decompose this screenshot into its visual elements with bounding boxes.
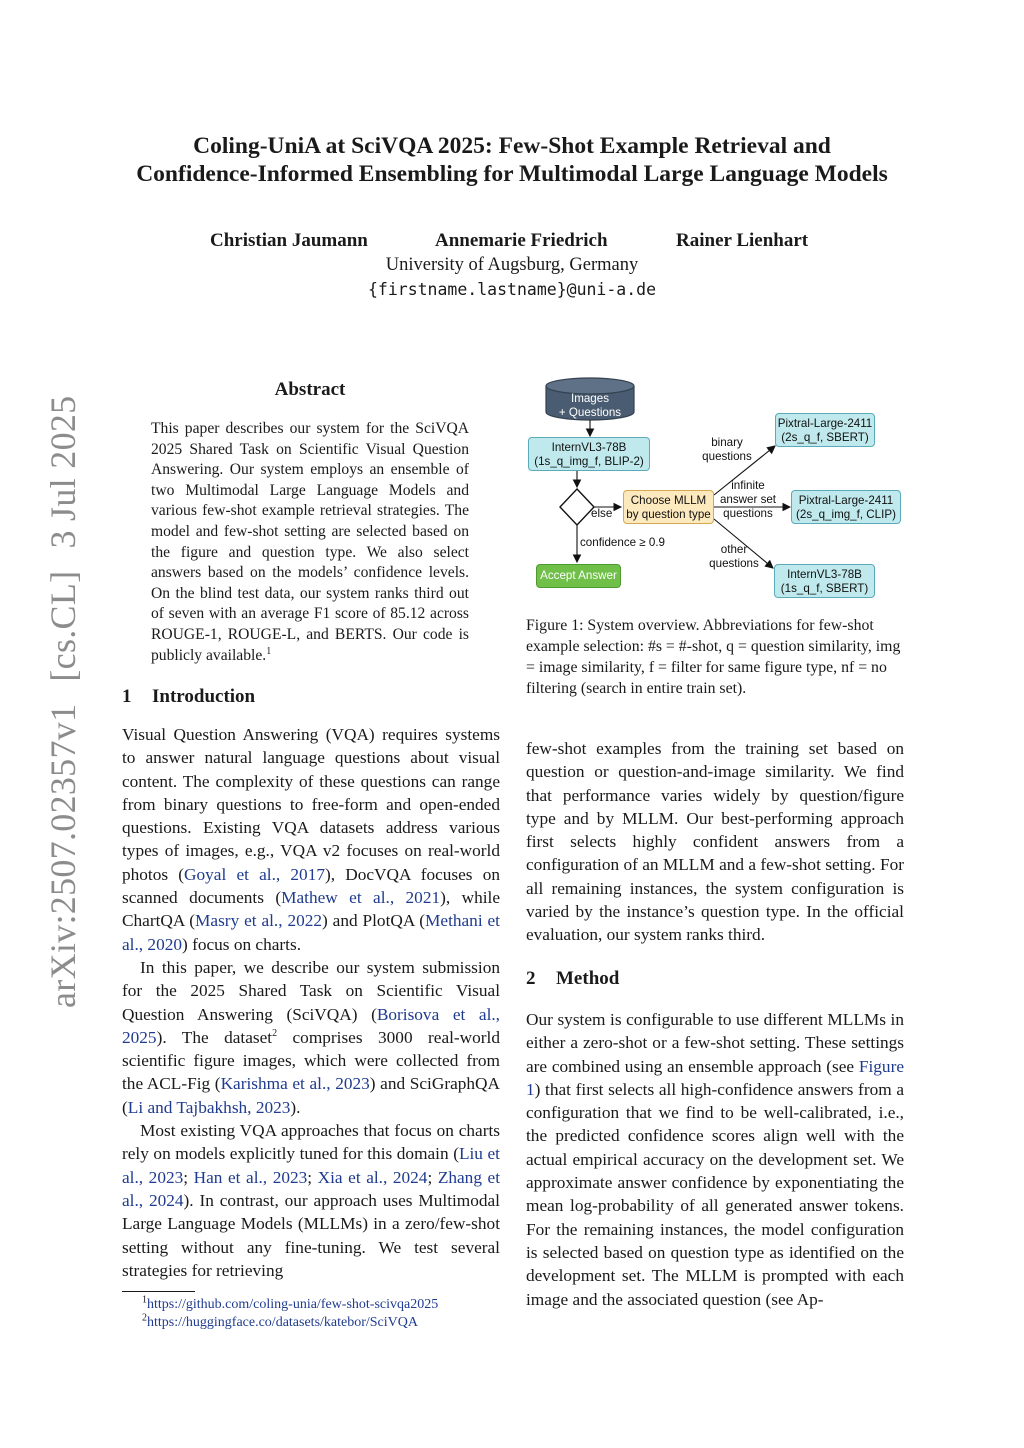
introduction-body (122, 723, 500, 1282)
pixtral-binary-model: Pixtral-Large-2411 (777, 417, 873, 430)
paragraph-text: ). The dataset (156, 1027, 273, 1047)
footnote-1-link[interactable]: https://github.com/coling-unia/few-shot-scivqa2025 (147, 1297, 439, 1312)
figure-1-caption-text: Figure 1: System overview. Abbreviations for few-shot example selection: #s = #-shot, q = question similarity, img = image similarity, f = filter for same figure type, nf = no filtering (search in entire train set). (526, 617, 901, 697)
internvl-top-setting: (1s_q_img_f, BLIP-2) (534, 455, 644, 468)
confidence-label: confidence ≥ 0.9 (580, 536, 666, 549)
footnote-1 (142, 1296, 438, 1314)
arxiv-id: arXiv:2507.02357v1 (43, 703, 83, 1008)
arxiv-watermark (42, 396, 84, 1008)
other-questions-label (707, 543, 761, 571)
intro-paragraph-3 (122, 1119, 500, 1282)
citation-link[interactable]: Figure 1 (526, 1056, 904, 1099)
paragraph-text: ) and SciGraphQA ( (122, 1074, 500, 1117)
pixtral-infinite-box (791, 490, 901, 524)
images-questions-label (546, 392, 634, 420)
paragraph-text: ). (290, 1097, 301, 1117)
citation-link[interactable]: Methani et al., 2020 (122, 911, 500, 954)
other-label: other (720, 543, 748, 556)
choose-mllm-box (623, 490, 714, 524)
accept-answer-box (536, 564, 621, 588)
footnote-2 (142, 1314, 418, 1332)
paragraph-text: ) and PlotQA ( (322, 911, 426, 931)
binary-questions-label (699, 436, 755, 464)
method-paragraph-1 (526, 1008, 904, 1311)
section-heading-introduction (122, 686, 255, 708)
abstract-text: This paper describes our system for the SciVQA 2025 Shared Task on Scientific Visual Question Answering. Our system employs an ensemble of two Multimodal Large Language Models and various few-shot example retrieval strategies. The model and few-shot setting are selected based on the figure and question type. We also select answers based on the models’ confidence levels. On the blind test data, our system ranks third out of seven with an average F1 score of 85.12 across ROUGE-1, ROUGE-L, and BERTS. Our code is publicly available. (151, 420, 469, 664)
method-section-title: Method (556, 968, 620, 989)
author-1: Christian Jaumann (210, 230, 368, 251)
citation-link[interactable]: Mathew et al., 2021 (281, 888, 441, 908)
intro-paragraph-2 (122, 956, 500, 1119)
footnote-mark: 1 (266, 645, 272, 657)
images-label: Images (570, 392, 610, 405)
footnote-1-mark: 1 (142, 1294, 147, 1306)
citation-link[interactable]: Xia et al., 2024 (317, 1167, 428, 1187)
infinite-questions-label: questions (723, 507, 773, 520)
choose-mllm-line-1: Choose MLLM (630, 494, 707, 507)
abstract-heading: Abstract (274, 379, 346, 400)
email: {firstname.lastname}@uni-a.de (367, 280, 657, 299)
pixtral-binary-setting: (2s_q_f, SBERT) (781, 431, 869, 444)
other-questions-text: questions (709, 557, 759, 570)
citation-link[interactable]: Goyal et al., 2017 (184, 864, 325, 884)
citation-link[interactable]: Karishma et al., 2023 (220, 1074, 370, 1094)
internvl-other-box (774, 564, 875, 598)
affiliation: University of Augsburg, Germany (385, 255, 639, 275)
paper-title-line-1: Coling-UniA at SciVQA 2025: Few-Shot Example Retrieval and (193, 133, 831, 159)
infinite-answer-label (718, 479, 778, 521)
method-body (526, 1008, 904, 1311)
footnote-2-mark: 2 (142, 1312, 147, 1324)
citation-link[interactable]: Masry et al., 2022 (195, 911, 323, 931)
arxiv-date: 3 Jul 2025 (43, 395, 83, 549)
decision-diamond (560, 489, 594, 525)
paper-title-line-2: Confidence-Informed Ensembling for Multimodal Large Language Models (136, 161, 888, 187)
internvl-top-box (528, 437, 650, 471)
binary-label: binary (711, 436, 743, 449)
citation-link[interactable]: Li and Tajbakhsh, 2023 (127, 1097, 291, 1117)
paragraph-text: ) focus on charts. (182, 934, 302, 954)
internvl-other-setting: (1s_q_f, SBERT) (780, 582, 869, 595)
intro-continued-paragraph: few-shot examples from the training set based on question or question-and-image similarity. We find that performance varies widely by question/figure type and by MLLM. Our best-performing approach first selects highly confident answers from a configuration of an MLLM and a few-shot setting. For all remaining instances, the system configuration is varied by the instance’s question type. In the official evaluation, our system ranks third. (526, 739, 904, 945)
author-3: Rainer Lienhart (676, 230, 809, 251)
figure-1-caption (526, 615, 904, 699)
paragraph-text: ; (307, 1167, 318, 1187)
footnote-rule (122, 1291, 195, 1292)
arxiv-category: [cs.CL] (43, 570, 83, 682)
citation-link[interactable]: Zhang et al., 2024 (122, 1167, 500, 1210)
binary-questions-text: questions (702, 450, 752, 463)
pixtral-infinite-model: Pixtral-Large-2411 (798, 494, 894, 507)
paragraph-text: ; (427, 1167, 438, 1187)
pixtral-binary-box (775, 413, 875, 447)
figure-1-flowchart (520, 374, 910, 604)
paragraph-text: Our system is configurable to use different MLLMs in either a zero-shot or a few-shot setting. These settings are combined using an ensemble approach (see (526, 1010, 904, 1076)
paragraph-text: ), DocVQA focuses on scanned documents ( (122, 864, 501, 908)
section-heading-method (526, 968, 619, 990)
footnote-2-link[interactable]: https://huggingface.co/datasets/katebor/SciVQA (147, 1315, 418, 1330)
author-2: Annemarie Friedrich (435, 230, 608, 251)
paragraph-text: In this paper, we describe our system submission for the 2025 Shared Task on Scientific Visual Question Answering (SciVQA) ( (122, 957, 500, 1024)
paragraph-text: ). In contrast, our approach uses Multimodal Large Language Models (MLLMs) in a zero/few-shot setting without any fine-tuning. We test several strategies for retrieving (122, 1190, 500, 1280)
paragraph-text: Visual Question Answering (VQA) requires systems to answer natural language questions about visual content. The complexity of these questions can range from binary questions to free-form and open-ended questions. Existing VQA datasets address various types of images, e.g., VQA v2 focuses on real-world photos ( (122, 725, 500, 884)
paragraph-text: ) that first selects all high-confidence answers from a configuration that we find to be well-calibrated, i.e., the predicted confidence scores align well with the actual empirical accuracy on the development set. We approximate answer confidence by exponentiating the mean log-probability of all generated answer tokens. For the remaining instances, the model configuration is selected based on question type as identified on the development set. The MLLM is prompted with each image and the associated question (see Ap- (526, 1079, 904, 1309)
citation-link[interactable]: Han et al., 2023 (193, 1167, 308, 1187)
abstract-body (151, 419, 469, 666)
citation-link[interactable]: Borisova et al., 2025 (122, 1004, 501, 1047)
footnote-mark: 2 (272, 1028, 278, 1040)
choose-mllm-line-2: by question type (626, 508, 711, 521)
method-section-number: 2 (526, 968, 536, 989)
paragraph-text: comprises 3000 real-world scientific figure images, which were collected from the ACL-Fig ( (122, 1027, 500, 1094)
right-column-intro-continued (526, 737, 904, 947)
paragraph-text: ; (183, 1167, 194, 1187)
paragraph-text: Most existing VQA approaches that focus on charts rely on models explicitly tuned for this domain ( (122, 1121, 500, 1164)
paragraph-text: ), while ChartQA ( (122, 888, 500, 931)
internvl-top-model: InternVL3-78B (551, 441, 627, 454)
pixtral-infinite-setting: (2s_q_img_f, CLIP) (796, 508, 896, 521)
questions-label: + Questions (558, 406, 622, 419)
internvl-other-model: InternVL3-78B (787, 568, 862, 581)
intro-paragraph-1 (122, 723, 500, 956)
section-title: Introduction (152, 686, 256, 707)
answer-set-label: answer set (719, 493, 777, 506)
citation-link[interactable]: Liu et al., 2023 (122, 1144, 500, 1187)
infinite-label: infinite (731, 479, 765, 492)
section-number: 1 (122, 686, 132, 707)
accept-answer-label: Accept Answer (540, 569, 617, 582)
else-label: else (591, 507, 613, 520)
